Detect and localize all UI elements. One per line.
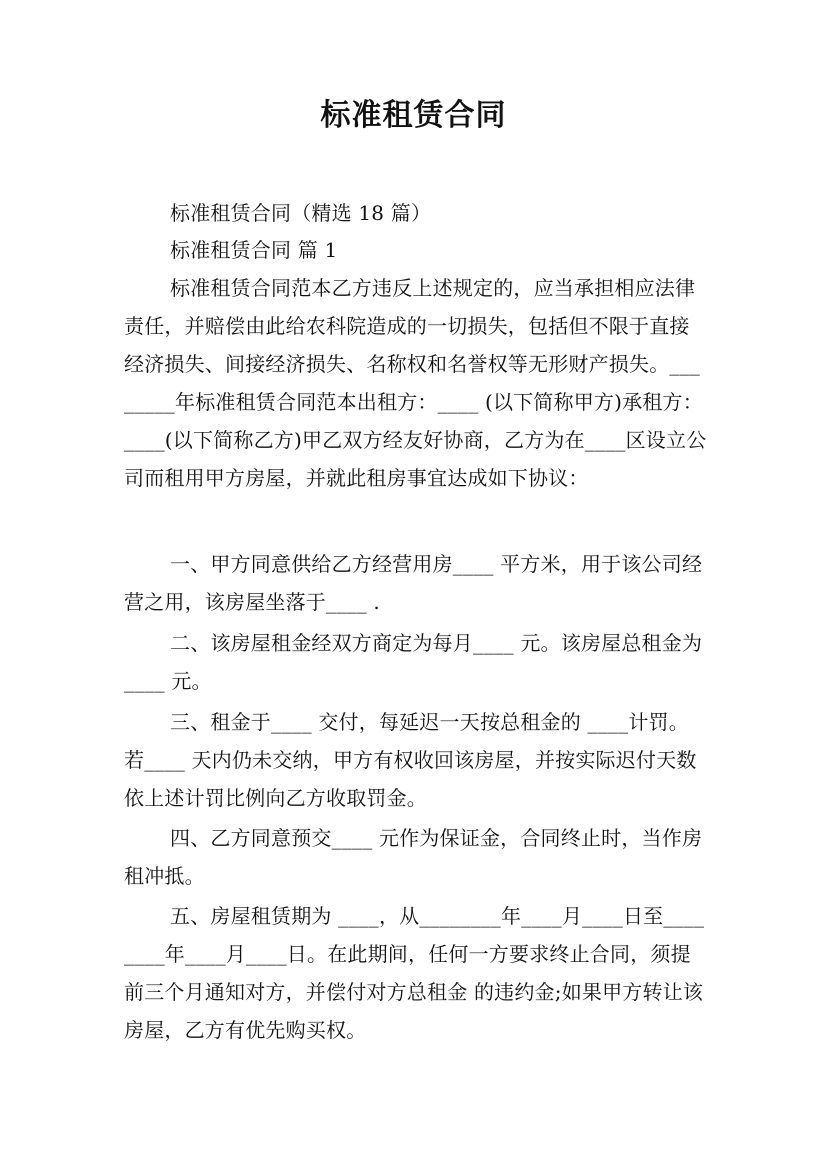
intro-paragraph: 标准租赁合同范本乙方违反上述规定的，应当承担相应法律责任，并赔偿由此给农科院造成的一切损失，包括但不限于直接经济损失、间接经济损失、名称权和名誉权等无形财产损失。________年标准租赁合同范本出租方：____ (以下简称甲方)承租方： ____(以下简称乙方)甲乙双方经友好协商，乙方为在____区设立公司而租用甲方房屋，并就此租房事宜达成如下协议： (124, 276, 707, 490)
section-heading: 标准租赁合同 篇 1 (170, 238, 338, 262)
clause-three: 三、租金于____ 交付，每延迟一天按总租金的 ____计罚。若____ 天内仍未交纳，甲方有权收回该房屋，并按实际迟付天数依上述计罚比例向乙方收取罚金。 (124, 710, 697, 810)
clause-five: 五、房屋租赁期为 ____，从________年____月____日至________年____月____日。在此期间，任何一方要求终止合同，须提前三个月通知对方，并偿付对方总租金 的违约金;如果甲方转让该房屋，乙方有优先购买权。 (124, 904, 705, 1042)
clause-two: 二、该房屋租金经双方商定为每月____ 元。该房屋总租金为____ 元。 (124, 631, 703, 693)
document-title: 标准租赁合同 (320, 98, 507, 133)
clause-four: 四、乙方同意预交____ 元作为保证金，合同终止时，当作房租冲抵。 (124, 826, 703, 888)
document-subtitle: 标准租赁合同（精选 18 篇） (170, 201, 432, 225)
clause-one: 一、甲方同意供给乙方经营用房____ 平方米，用于该公司经营之用，该房屋坐落于____ . (124, 552, 703, 614)
